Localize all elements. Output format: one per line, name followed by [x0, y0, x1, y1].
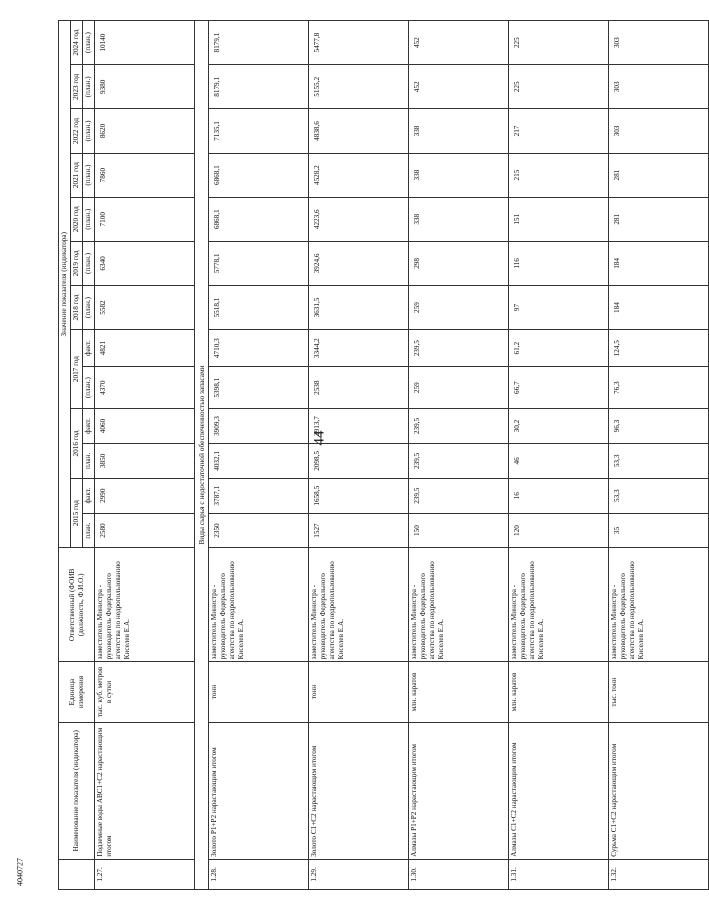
- indicator-name: Золото Р1+Р2 нарастающим итогом: [209, 722, 309, 859]
- value-cell: 5518,1: [209, 285, 309, 329]
- page-number: 44: [311, 430, 328, 446]
- value-cell: 8179,1: [209, 21, 309, 65]
- value-cell: 338: [409, 153, 509, 197]
- value-cell: 225: [509, 21, 609, 65]
- value-cell: 184: [609, 241, 709, 285]
- value-cell: 338: [409, 109, 509, 153]
- indicator-name: Алмазы Р1+Р2 нарастающим итогом: [409, 722, 509, 859]
- value-cell: 281: [609, 197, 709, 241]
- header-sub: план.: [83, 513, 95, 548]
- value-cell: 2990: [95, 478, 195, 513]
- value-cell: 452: [409, 21, 509, 65]
- row-index: 1.27.: [95, 859, 195, 889]
- header-year: 2016 год: [71, 409, 83, 479]
- value-cell: 116: [509, 241, 609, 285]
- value-cell: 239,5: [409, 330, 509, 367]
- value-cell: 303: [609, 21, 709, 65]
- value-cell: 3631,5: [309, 285, 409, 329]
- value-cell: 298: [409, 241, 509, 285]
- header-sub: (план.): [83, 65, 95, 109]
- value-cell: 281: [609, 153, 709, 197]
- value-cell: 239,5: [409, 478, 509, 513]
- value-cell: 303: [609, 109, 709, 153]
- header-sub: (план.): [83, 153, 95, 197]
- value-cell: 5398,1: [209, 367, 309, 409]
- value-cell: 4821: [95, 330, 195, 367]
- table-row: [209, 21, 309, 890]
- row-index: 1.32.: [609, 859, 709, 889]
- unit-cell: тыс. куб. метров в сутки: [95, 662, 195, 722]
- value-cell: 124,5: [609, 330, 709, 367]
- table-row: [509, 21, 609, 890]
- header-sub: (план.): [83, 109, 95, 153]
- value-cell: 184: [609, 285, 709, 329]
- value-cell: 5582: [95, 285, 195, 329]
- unit-cell: млн. каратов: [509, 662, 609, 722]
- value-cell: 30,2: [509, 409, 609, 444]
- header-name: Наименование показателя (индикатора): [59, 722, 95, 859]
- value-cell: 239,5: [409, 443, 509, 478]
- rotated-table-frame: [58, 20, 646, 890]
- value-cell: 5155,2: [309, 65, 409, 109]
- indicators-table: [58, 20, 709, 890]
- value-cell: 2538: [309, 367, 409, 409]
- header-sub: факт.: [83, 478, 95, 513]
- header-sub: (план.): [83, 21, 95, 65]
- header-sub: план.: [83, 443, 95, 478]
- value-cell: 6868,1: [209, 153, 309, 197]
- header-year: 2019 год: [71, 241, 83, 285]
- value-cell: 259: [409, 285, 509, 329]
- table-body: [95, 21, 709, 890]
- value-cell: 338: [409, 197, 509, 241]
- value-cell: 35: [609, 513, 709, 548]
- value-cell: 2350: [209, 513, 309, 548]
- value-cell: 4060: [95, 409, 195, 444]
- value-cell: 10140: [95, 21, 195, 65]
- value-cell: 8620: [95, 109, 195, 153]
- rotated-table-container: [58, 20, 646, 890]
- header-sub: (план.): [83, 241, 95, 285]
- indicator-name: Подземные воды АВС1+С2 нарастающим итогом: [95, 722, 195, 859]
- value-cell: 4838,6: [309, 109, 409, 153]
- value-cell: 61,2: [509, 330, 609, 367]
- value-cell: 3850: [95, 443, 195, 478]
- row-index: 1.30.: [409, 859, 509, 889]
- value-cell: 120: [509, 513, 609, 548]
- value-cell: 4032,1: [209, 443, 309, 478]
- value-cell: 2580: [95, 513, 195, 548]
- value-cell: 225: [509, 65, 609, 109]
- value-cell: 46: [509, 443, 609, 478]
- indicator-name: Золото С1+С2 нарастающим итогом: [309, 722, 409, 859]
- header-responsible: Ответственный (ФОИВ (должность, Ф.И.О.): [59, 548, 95, 662]
- value-cell: 3909,3: [209, 409, 309, 444]
- row-index: 1.29.: [309, 859, 409, 889]
- header-sub: факт.: [83, 330, 95, 367]
- value-cell: 9380: [95, 65, 195, 109]
- value-cell: 2098,5: [309, 443, 409, 478]
- section-title: Виды сырья с недостаточной обеспеченностью запасами: [195, 21, 209, 890]
- unit-cell: тыс. тонн: [609, 662, 709, 722]
- section-row: [195, 21, 209, 890]
- header-sub: (план.): [83, 197, 95, 241]
- value-cell: 5778,1: [209, 241, 309, 285]
- value-cell: 7860: [95, 153, 195, 197]
- unit-cell: тонн: [309, 662, 409, 722]
- row-index: 1.28.: [209, 859, 309, 889]
- value-cell: 4528,2: [309, 153, 409, 197]
- header-values-group: Значение показателя (индикатора): [59, 21, 71, 548]
- value-cell: 53,3: [609, 478, 709, 513]
- value-cell: 5477,8: [309, 21, 409, 65]
- header-year: 2018 год: [71, 285, 83, 329]
- responsible-cell: заместитель Министра - руководитель Федерального агентства по недропользованию Киселев Е.А.: [609, 548, 709, 662]
- responsible-cell: заместитель Министра - руководитель Федерального агентства по недропользованию Киселев Е.А.: [309, 548, 409, 662]
- unit-cell: млн. каратов: [409, 662, 509, 722]
- value-cell: 76,3: [609, 367, 709, 409]
- value-cell: 7100: [95, 197, 195, 241]
- value-cell: 239,5: [409, 409, 509, 444]
- value-cell: 4370: [95, 367, 195, 409]
- header-sub: (план.): [83, 367, 95, 409]
- header-year: 2023 год: [71, 65, 83, 109]
- table-row: [409, 21, 509, 890]
- value-cell: 215: [509, 153, 609, 197]
- header-year: 2020 год: [71, 197, 83, 241]
- value-cell: 150: [409, 513, 509, 548]
- value-cell: 3924,6: [309, 241, 409, 285]
- value-cell: 6340: [95, 241, 195, 285]
- value-cell: 4710,3: [209, 330, 309, 367]
- header-sub: (план.): [83, 285, 95, 329]
- table-row: [309, 21, 409, 890]
- value-cell: 6868,1: [209, 197, 309, 241]
- value-cell: 97: [509, 285, 609, 329]
- header-unit: Единица измерения: [59, 662, 95, 722]
- value-cell: 53,3: [609, 443, 709, 478]
- value-cell: 7135,1: [209, 109, 309, 153]
- row-index: 1.31.: [509, 859, 609, 889]
- value-cell: 1527: [309, 513, 409, 548]
- indicator-name: Алмазы С1+С2 нарастающим итогом: [509, 722, 609, 859]
- value-cell: 1658,5: [309, 478, 409, 513]
- value-cell: 259: [409, 367, 509, 409]
- value-cell: 16: [509, 478, 609, 513]
- responsible-cell: заместитель Министра - руководитель Федерального агентства по недропользованию Киселев Е.А.: [409, 548, 509, 662]
- value-cell: 96,3: [609, 409, 709, 444]
- responsible-cell: заместитель Министра - руководитель Федерального агентства по недропользованию Киселев Е.А.: [209, 548, 309, 662]
- value-cell: 8179,1: [209, 65, 309, 109]
- header-year: 2015 год: [71, 478, 83, 548]
- value-cell: 3787,1: [209, 478, 309, 513]
- header-sub: факт.: [83, 409, 95, 444]
- responsible-cell: заместитель Министра - руководитель Федерального агентства по недропользованию Киселев Е.А.: [95, 548, 195, 662]
- responsible-cell: заместитель Министра - руководитель Федерального агентства по недропользованию Киселев Е.А.: [509, 548, 609, 662]
- value-cell: 4223,6: [309, 197, 409, 241]
- value-cell: 66,7: [509, 367, 609, 409]
- indicator-name: Сурьма С1+С2 нарастающим итогом: [609, 722, 709, 859]
- value-cell: 303: [609, 65, 709, 109]
- header-year: 2022 год: [71, 109, 83, 153]
- table-row: [95, 21, 195, 890]
- header-year: 2017 год: [71, 330, 83, 409]
- value-cell: 217: [509, 109, 609, 153]
- header-year: 2021 год: [71, 153, 83, 197]
- header-idx: [59, 859, 95, 889]
- table-row: [609, 21, 709, 890]
- footer-code: 4040727: [15, 858, 25, 886]
- header-year: 2024 год: [71, 21, 83, 65]
- value-cell: 452: [409, 65, 509, 109]
- unit-cell: тонн: [209, 662, 309, 722]
- value-cell: 3344,2: [309, 330, 409, 367]
- value-cell: 2913,7: [309, 409, 409, 444]
- value-cell: 151: [509, 197, 609, 241]
